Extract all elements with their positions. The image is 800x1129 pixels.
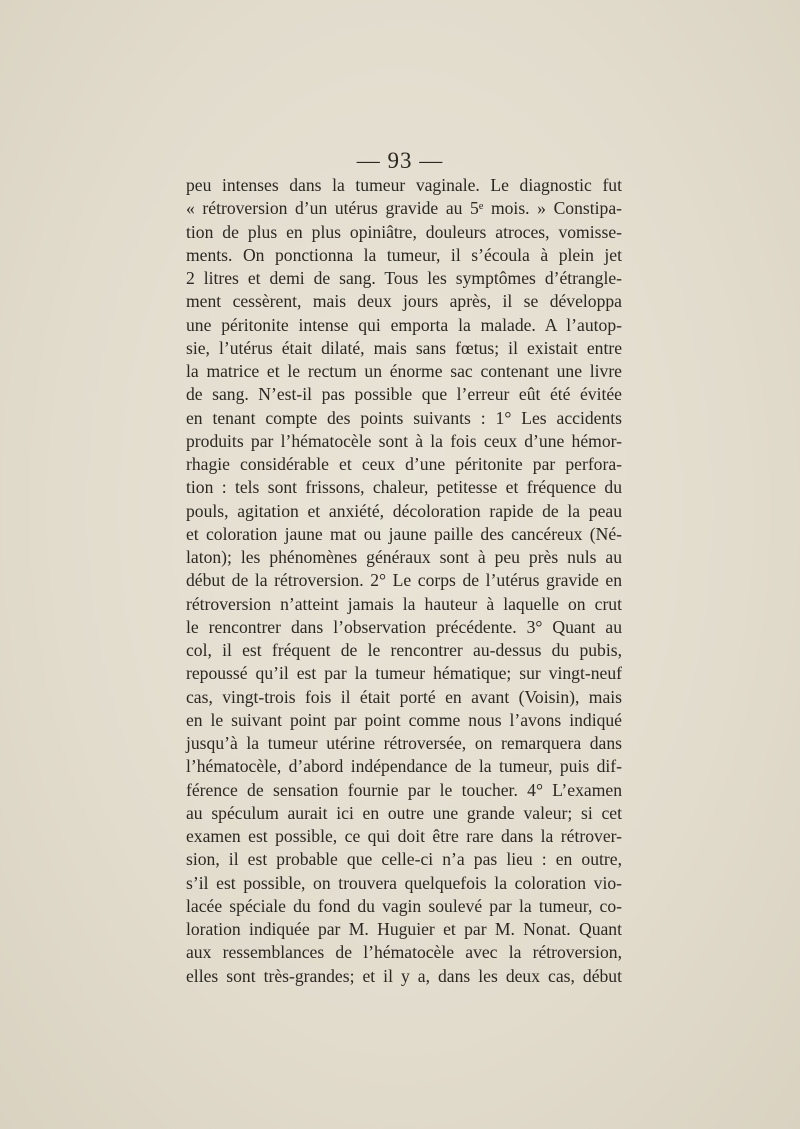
text-line: cas, vingt-trois fois il était porté en avant (Voisin), mais [186,686,622,707]
text-line: rhagie considérable et ceux d’une péritonite par perfora- [186,454,622,474]
text-line: et coloration jaune mat ou jaune paille des cancéreux (Né- [186,523,622,544]
text-line: une péritonite intense qui emporta la malade. A l’autop- [186,314,622,335]
text-line: l’hématocèle, d’abord indépendance de la tumeur, puis dif- [186,756,622,777]
text-line: de sang. N’est-il pas possible que l’erreur eût été évitée [186,384,622,405]
text-line: col, il est fréquent de le rencontrer au-dessus du pubis, [186,640,622,660]
text-line: au spéculum aurait ici en outre une grande valeur; si cet [186,802,622,823]
text-line: tion : tels sont frissons, chaleur, petitesse et fréquence du [186,477,622,498]
text-line: férence de sensation fournie par le toucher. 4° L’examen [186,779,622,800]
text-line: repoussé qu’il est par la tumeur hématique; sur vingt-neuf [186,663,622,684]
text-line: peu intenses dans la tumeur vaginale. Le diagnostic fut [186,175,622,195]
text-line: sion, il est probable que celle-ci n’a pas lieu : en outre, [186,849,622,870]
text-line: pouls, agitation et anxiété, décoloration rapide de la peau [186,500,622,521]
text-line: en le suivant point par point comme nous l’avons indiqué [186,709,622,730]
text-line: 2 litres et demi de sang. Tous les symptômes d’étrangle- [186,268,622,288]
text-line: elles sont très-grandes; et il y a, dans les deux cas, début [186,965,622,986]
text-line: tion de plus en plus opiniâtre, douleurs atroces, vomisse- [186,221,622,242]
text-line: examen est possible, ce qui doit être rare dans la rétrover- [186,826,622,846]
text-line: s’il est possible, on trouvera quelquefois la coloration vio- [186,872,622,893]
body-text [186,174,622,988]
text-line: ments. On ponctionna la tumeur, il s’écoula à plein jet [186,244,622,265]
text-line: début de la rétroversion. 2° Le corps de l’utérus gravide en [186,570,622,591]
text-line: rétroversion n’atteint jamais la hauteur à laquelle on crut [186,593,622,614]
text-line: le rencontrer dans l’observation précédente. 3° Quant au [186,616,622,637]
text-line: sie, l’utérus était dilaté, mais sans fœtus; il existait entre [186,337,622,358]
text-line: la matrice et le rectum un énorme sac contenant une livre [186,361,622,381]
text-line: « rétroversion d’un utérus gravide au 5ᵉ mois. » Constipa- [186,198,622,219]
text-line: ment cessèrent, mais deux jours après, il se développa [186,291,622,312]
text-line: produits par l’hématocèle sont à la fois ceux d’une hémor- [186,430,622,451]
text-line: loration indiquée par M. Huguier et par M. Nonat. Quant [186,919,622,939]
text-line: jusqu’à la tumeur utérine rétroversée, on remarquera dans [186,733,622,753]
text-line: aux ressemblances de l’hématocèle avec la rétroversion, [186,942,622,963]
text-line: laton); les phénomènes généraux sont à peu près nuls au [186,547,622,567]
text-line: en tenant compte des points suivants : 1° Les accidents [186,407,622,428]
text-line: lacée spéciale du fond du vagin soulevé par la tumeur, co- [186,895,622,916]
page-number: — 93 — [356,148,444,173]
